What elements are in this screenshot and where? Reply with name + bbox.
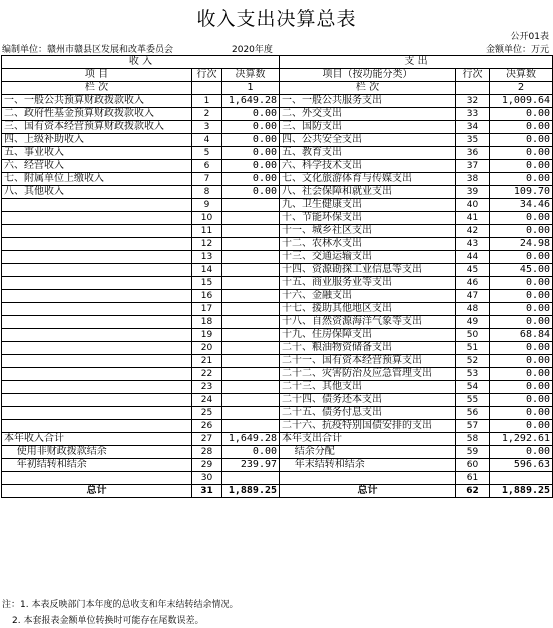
expense-item: 二十三、其他支出 [280,381,456,394]
table-row [2,277,553,290]
income-total-rowno: 31 [192,485,222,498]
expense-rowno: 56 [456,407,490,420]
table-row [2,225,553,238]
income-rowno: 22 [192,368,222,381]
report-title: 收入支出决算总表 [196,8,357,30]
expense-amount: 0.00 [490,316,553,329]
table-row [2,290,553,303]
income-rowno: 29 [192,459,222,472]
expense-amount: 0.00 [490,446,553,459]
income-amount: 0.00 [222,186,280,199]
table-row [2,95,553,108]
expense-rowno: 43 [456,238,490,251]
income-amount [222,251,280,264]
expense-rowno: 54 [456,381,490,394]
income-item: 使用非财政拨款结余 [2,446,192,459]
income-amount [222,199,280,212]
income-item [2,264,192,277]
expense-amount: 0.00 [490,420,553,433]
expense-amount: 1,009.64 [490,95,553,108]
table-row [2,264,553,277]
expense-item: 九、卫生健康支出 [280,199,456,212]
table-row [2,446,553,459]
table-row [2,121,553,134]
expense-amount [490,472,553,485]
income-amount-header: 决算数 [222,69,280,82]
expense-item: 十、节能环保支出 [280,212,456,225]
expense-rowno: 37 [456,160,490,173]
income-amount [222,264,280,277]
expense-rowno: 36 [456,147,490,160]
income-item: 七、附属单位上缴收入 [2,173,192,186]
expense-amount: 0.00 [490,108,553,121]
expense-amount: 1,292.61 [490,433,553,446]
expense-amount: 0.00 [490,277,553,290]
income-rowno: 20 [192,342,222,355]
expense-item: 二十二、灾害防治及应急管理支出 [280,368,456,381]
income-item: 四、上级补助收入 [2,134,192,147]
expense-rowno: 52 [456,355,490,368]
expense-rowno: 47 [456,290,490,303]
expense-amount: 68.84 [490,329,553,342]
income-item [2,420,192,433]
expense-amount: 0.00 [490,407,553,420]
expense-rowno: 60 [456,459,490,472]
expense-rowno: 59 [456,446,490,459]
expense-amount: 0.00 [490,251,553,264]
expense-item: 十八、自然资源海洋气象等支出 [280,316,456,329]
income-rowno: 14 [192,264,222,277]
expense-amount: 109.70 [490,186,553,199]
income-item [2,251,192,264]
table-row [2,433,553,446]
expense-amount: 0.00 [490,342,553,355]
expense-rowno: 39 [456,186,490,199]
expense-item: 六、科学技术支出 [280,160,456,173]
total-row [2,485,553,498]
expense-amount: 0.00 [490,160,553,173]
expense-item: 一、一般公共服务支出 [280,95,456,108]
expense-rowno: 58 [456,433,490,446]
expense-item: 三、国防支出 [280,121,456,134]
expense-item: 七、文化旅游体育与传媒支出 [280,173,456,186]
income-rowno: 1 [192,95,222,108]
income-rowno: 11 [192,225,222,238]
income-amount: 0.00 [222,134,280,147]
income-rowno: 24 [192,394,222,407]
income-amount: 0.00 [222,160,280,173]
income-item: 二、政府性基金预算财政拨款收入 [2,108,192,121]
income-rowno: 6 [192,160,222,173]
expense-lanci: 栏 次 [280,82,456,95]
income-total-label: 总计 [2,485,192,498]
income-amount [222,212,280,225]
income-item: 一、一般公共预算财政拨款收入 [2,95,192,108]
expense-rowno: 57 [456,420,490,433]
expense-amount-header: 决算数 [490,69,553,82]
expense-item: 二十一、国有资本经营预算支出 [280,355,456,368]
income-amount [222,472,280,485]
expense-amount: 45.00 [490,264,553,277]
expense-item: 二十、粮油物资储备支出 [280,342,456,355]
expense-item: 二十五、债务付息支出 [280,407,456,420]
expense-section-header: 支 出 [280,56,553,69]
table-row [2,316,553,329]
table-row [2,381,553,394]
income-amount: 0.00 [222,147,280,160]
expense-item: 十九、住房保障支出 [280,329,456,342]
expense-item: 二十四、债务还本支出 [280,394,456,407]
table-row [2,160,553,173]
income-amount: 1,649.28 [222,433,280,446]
income-item-header: 项 目 [2,69,192,82]
expense-lanci-blank [456,82,490,95]
table-row [2,212,553,225]
expense-amount: 0.00 [490,303,553,316]
income-lanci: 栏 次 [2,82,192,95]
income-amount [222,277,280,290]
table-row [2,251,553,264]
expense-amount: 0.00 [490,147,553,160]
income-item [2,212,192,225]
income-rowno: 21 [192,355,222,368]
report-meta [2,42,549,53]
header-row-lanci [2,82,553,95]
income-rowno: 8 [192,186,222,199]
footnote-1: 注：1. 本表反映部门本年度的总收支和年末结转结余情况。 [2,600,239,610]
table-row [2,108,553,121]
money-unit: 金额单位：万元 [485,45,549,55]
expense-item: 五、教育支出 [280,147,456,160]
income-item [2,472,192,485]
table-row [2,329,553,342]
footnote-2: 2. 本套报表金额单位转换时可能存在尾数误差。 [12,616,204,626]
income-amount: 0.00 [222,108,280,121]
income-rowno: 3 [192,121,222,134]
income-rowno: 28 [192,446,222,459]
expense-rowno: 51 [456,342,490,355]
expense-amount: 0.00 [490,394,553,407]
expense-item-header: 项目（按功能分类） [280,69,456,82]
income-item: 六、经营收入 [2,160,192,173]
income-item: 八、其他收入 [2,186,192,199]
income-item [2,303,192,316]
expense-rowno-header: 行次 [456,69,490,82]
expense-rowno: 48 [456,303,490,316]
table-row [2,238,553,251]
income-expense-table [1,55,553,498]
expense-item: 十四、资源勘探工业信息等支出 [280,264,456,277]
expense-item: 年末结转和结余 [280,459,456,472]
income-amount: 0.00 [222,173,280,186]
income-amount [222,329,280,342]
income-rowno: 18 [192,316,222,329]
income-amount [222,225,280,238]
expense-col-number: 2 [490,82,553,95]
expense-rowno: 44 [456,251,490,264]
income-rowno: 10 [192,212,222,225]
expense-item: 十七、援助其他地区支出 [280,303,456,316]
income-rowno: 13 [192,251,222,264]
expense-rowno: 46 [456,277,490,290]
table-row [2,303,553,316]
income-amount [222,355,280,368]
expense-rowno: 49 [456,316,490,329]
expense-rowno: 32 [456,95,490,108]
expense-rowno: 42 [456,225,490,238]
expense-total-amount: 1,889.25 [490,485,553,498]
income-rowno: 16 [192,290,222,303]
table-row [2,134,553,147]
expense-amount: 0.00 [490,121,553,134]
expense-rowno: 45 [456,264,490,277]
income-amount [222,394,280,407]
income-item [2,238,192,251]
income-amount [222,303,280,316]
expense-amount: 0.00 [490,355,553,368]
table-row [2,147,553,160]
expense-rowno: 35 [456,134,490,147]
expense-total-label: 总计 [280,485,456,498]
expense-item: 二、外交支出 [280,108,456,121]
expense-amount: 24.98 [490,238,553,251]
income-amount [222,316,280,329]
income-item [2,394,192,407]
income-amount: 1,649.28 [222,95,280,108]
table-row [2,472,553,485]
income-rowno: 2 [192,108,222,121]
income-item: 年初结转和结余 [2,459,192,472]
income-item [2,329,192,342]
expense-amount: 34.46 [490,199,553,212]
income-amount [222,407,280,420]
expense-rowno: 38 [456,173,490,186]
income-rowno: 30 [192,472,222,485]
income-item [2,290,192,303]
table-row [2,355,553,368]
income-lanci-blank [192,82,222,95]
income-rowno: 12 [192,238,222,251]
income-rowno: 25 [192,407,222,420]
income-rowno-header: 行次 [192,69,222,82]
income-amount [222,381,280,394]
income-rowno: 26 [192,420,222,433]
table-row [2,199,553,212]
expense-rowno: 50 [456,329,490,342]
income-item [2,225,192,238]
table-row [2,186,553,199]
header-row-columns [2,69,553,82]
income-item [2,407,192,420]
table-row [2,342,553,355]
income-amount [222,290,280,303]
form-code: 公开01表 [510,32,549,42]
expense-amount: 0.00 [490,212,553,225]
expense-item: 本年支出合计 [280,433,456,446]
table-row [2,407,553,420]
income-item: 三、国有资本经营预算财政拨款收入 [2,121,192,134]
income-item [2,199,192,212]
income-rowno: 15 [192,277,222,290]
expense-amount: 0.00 [490,381,553,394]
income-rowno: 17 [192,303,222,316]
income-rowno: 27 [192,433,222,446]
expense-item: 二十六、抗疫特别国债安排的支出 [280,420,456,433]
expense-amount: 596.63 [490,459,553,472]
table-row [2,173,553,186]
income-item [2,277,192,290]
expense-item: 四、公共安全支出 [280,134,456,147]
expense-item: 结余分配 [280,446,456,459]
income-amount: 0.00 [222,446,280,459]
income-amount: 239.97 [222,459,280,472]
expense-rowno: 55 [456,394,490,407]
expense-item: 十二、农林水支出 [280,238,456,251]
expense-rowno: 40 [456,199,490,212]
compiling-unit: 编制单位：赣州市赣县区发展和改革委员会 [2,45,174,55]
expense-amount: 0.00 [490,173,553,186]
header-row-section [2,56,553,69]
income-item: 本年收入合计 [2,433,192,446]
expense-item: 十三、交通运输支出 [280,251,456,264]
income-amount [222,342,280,355]
income-rowno: 9 [192,199,222,212]
income-total-amount: 1,889.25 [222,485,280,498]
expense-amount: 0.00 [490,225,553,238]
table-body [2,95,553,485]
expense-amount: 0.00 [490,368,553,381]
income-rowno: 19 [192,329,222,342]
table-row [2,420,553,433]
expense-item: 十六、金融支出 [280,290,456,303]
report-year: 2020年度 [232,45,273,55]
income-item [2,355,192,368]
income-amount [222,368,280,381]
income-rowno: 23 [192,381,222,394]
income-rowno: 5 [192,147,222,160]
expense-rowno: 53 [456,368,490,381]
expense-item [280,472,456,485]
income-item [2,381,192,394]
expense-item: 八、社会保障和就业支出 [280,186,456,199]
table-row [2,394,553,407]
expense-total-rowno: 62 [456,485,490,498]
income-amount [222,420,280,433]
income-item [2,368,192,381]
income-item: 五、事业收入 [2,147,192,160]
expense-rowno: 33 [456,108,490,121]
income-amount [222,238,280,251]
expense-rowno: 34 [456,121,490,134]
income-rowno: 7 [192,173,222,186]
income-item [2,316,192,329]
income-item [2,342,192,355]
expense-rowno: 41 [456,212,490,225]
expense-amount: 0.00 [490,134,553,147]
income-section-header: 收 入 [2,56,280,69]
expense-item: 十五、商业服务业等支出 [280,277,456,290]
income-col-number: 1 [222,82,280,95]
expense-amount: 0.00 [490,290,553,303]
table-row [2,368,553,381]
income-rowno: 4 [192,134,222,147]
expense-item: 十一、城乡社区支出 [280,225,456,238]
table-row [2,459,553,472]
expense-rowno: 61 [456,472,490,485]
income-amount: 0.00 [222,121,280,134]
